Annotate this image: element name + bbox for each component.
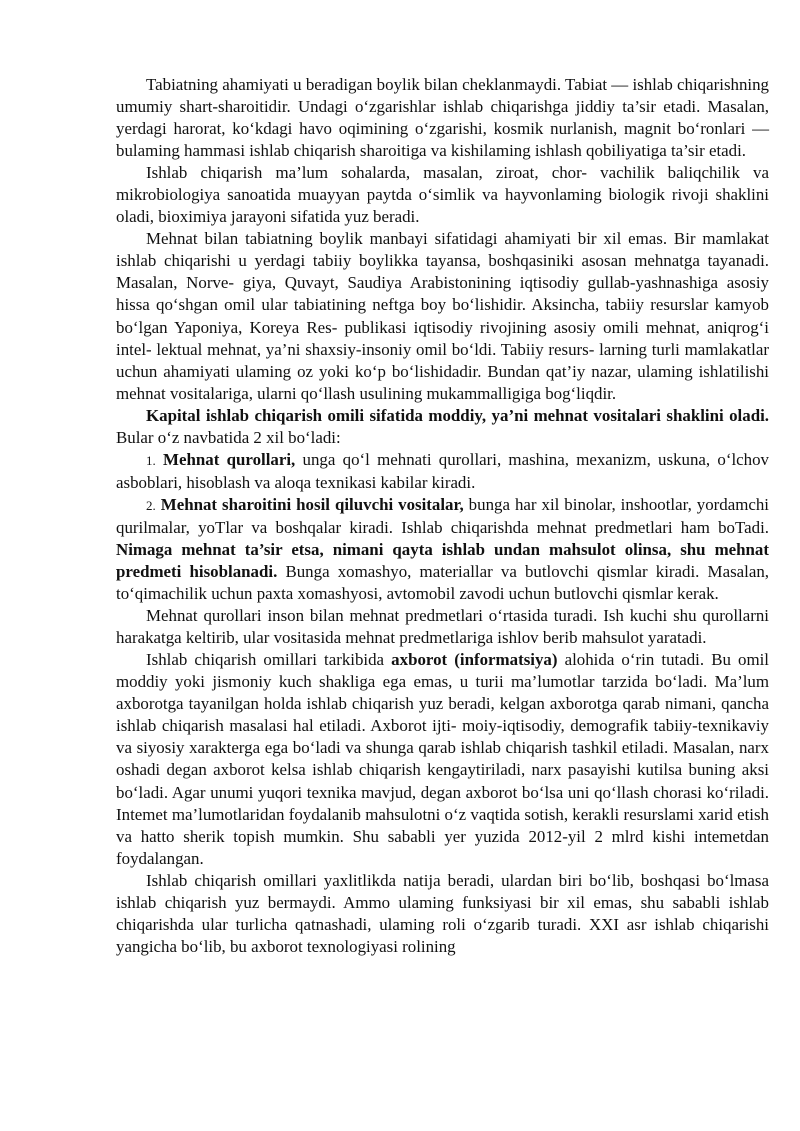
list-item-text: bunga har xil binolar, inshootlar, yordamchi qurilmalar, yoTlar va boshqalar kiradi. Ishlab chiqarishda mehnat predmetlari ham boTadi. [116, 494, 770, 537]
list-item-2 [116, 494, 769, 605]
list-number: 1. [146, 452, 156, 468]
paragraph-text: Bular o‘z navbatida 2 xil bo‘ladi: [116, 427, 341, 447]
paragraph-2 [116, 162, 769, 228]
list-item-text: unga qo‘l mehnati qurollari, mashina, mexanizm, uskuna, o‘lchov asboblari, hisoblash va aloqa texnikasi kabilar kiradi. [116, 449, 769, 492]
paragraph-8 [116, 649, 769, 869]
paragraph-7 [116, 605, 769, 649]
list-item-text-continued: Bunga xomashyo, materiallar va butlovchi qismlar kiradi. Masalan, to‘qimachilik uchun paxta xomashyosi, avtomobil zavodi uchun butlovchi qismlar kerak. [116, 562, 769, 604]
paragraph-4 [116, 405, 769, 449]
list-item-title: Mehnat qurollari, [163, 449, 296, 469]
paragraph-9 [116, 870, 769, 958]
paragraph-text: Ishlab chiqarish omillari tarkibida [146, 650, 392, 670]
paragraph-text-continued: alohida o‘rin tutadi. Bu omil moddiy yoki jismoniy kuch shakliga ega emas, u turii ma’lumotlar tarzida bo‘ladi. Ma’lum axborotga tayanilgan holda ishlab chiqarish yuz beradi, kelgan axborotga qarab nimani, qancha ishlab chiqarish masalasi hal etiladi. Axborot ijti- moiy-iqtisodiy, demografik tabiiy-texnikaviy va siyosiy xarakterga ega bo‘ladi va shunga qarab ishlab chiqarish tashkil etiladi. Masalan, narx oshadi degan axborot kelsa ishlab chiqarish kengaytiriladi, narx pasayishi kutilsa buning aksi bo‘ladi. Agar unumi yuqori texnika mavjud, degan axborot bo‘lsa uni qo‘llash chorasi ko‘riladi. Intemet ma’lumotlaridan foydalanib mahsulotni o‘z vaqtida sotish, kerakli resurslami xarid etish va hatto sherik topish mumkin. Shu sababli yer yuzida 2012-yil 2 mlrd kishi intemetdan foydalangan. [116, 650, 769, 868]
paragraph-1 [116, 74, 769, 162]
paragraph-text: Tabiatning ahamiyati u beradigan boylik bilan cheklanmaydi. Tabiat — ishlab chiqarishning umumiy shart-sharoitidir. Undagi o‘zgarishlar ishlab chiqarishga jiddiy ta’sir etadi. Masalan, yerdagi harorat, ko‘kdagi havo oqimining o‘zgarishi, kosmik nurlanish, magnit bo‘ronlari — bulaming hammasi ishlab chiqarish sharoitiga va kishilaming ishlash qobiliyatiga ta’sir etadi. [116, 75, 769, 161]
paragraph-text: Ishlab chiqarish omillari yaxlitlikda natija beradi, ulardan biri bo‘lib, boshqasi bo‘lmasa ishlab chiqarish yuz bermaydi. Ammo ulaming funksiyasi bir xil emas, shu sababli ishlab chiqarishda ular turlicha qatnashadi, ulaming roli o‘zgarib turadi. XXI asr ishlab chiqarishi yangicha bo‘lib, bu axborot texnologiyasi rolining [116, 870, 769, 956]
document-page [116, 74, 769, 958]
list-item-1 [116, 449, 769, 494]
list-item-title: Mehnat sharoitini hosil qiluvchi vositalar, [160, 494, 464, 514]
paragraph-bold-text: Kapital ishlab chiqarish omili sifatida moddiy, ya’ni mehnat vositalari shaklini oladi. [146, 405, 769, 425]
paragraph-text: Mehnat qurollari inson bilan mehnat predmetlari o‘rtasida turadi. Ish kuchi shu qurollarni harakatga keltirib, ular vositasida mehnat predmetlariga ishlov berib mahsulot yaratadi. [116, 606, 769, 648]
paragraph-text: Ishlab chiqarish ma’lum sohalarda, masalan, ziroat, chor- vachilik baliqchilik va mikrobiologiya sanoatida muayyan paytda o‘simlik va hayvonlaming biologik rivoji shaklini oladi, bioximiya jarayoni sifatida yuz beradi. [116, 163, 769, 227]
list-item-bold-definition: Nimaga mehnat ta’sir etsa, nimani qayta ishlab undan mahsulot olinsa, shu mehnat predmeti hisoblanadi. [116, 539, 769, 582]
paragraph-text: Mehnat bilan tabiatning boylik manbayi sifatidagi ahamiyati bir xil emas. Bir mamlakat ishlab chiqarishi u yerdagi tabiiy boylikka tayansa, boshqasiniki asosan mehnatga tayanadi. Masalan, Norve- giya, Quvayt, Saudiya Arabistonining iqtisodiy gullab-yashnashiga asosiy hissa qo‘shgan omil ular tabiatining neftga boy bo‘lishidir. Aksincha, tabiiy resurslar kamyob bo‘lgan Yaponiya, Koreya Res- publikasi iqtisodiy rivojining asosiy omili mehnat, aniqrog‘i intel- lektual mehnat, ya’ni shaxsiy-insoniy omil bo‘ldi. Tabiiy resurs- larning turli mamlakatlar uchun ahamiyati ulaming oz yoki ko‘p bo‘lishidadir. Bundan qat’iy nazar, ulaming ishlatilishi mehnat vositalariga, ularni qo‘llash usulining mukammalligiga bog‘liqdir. [116, 229, 769, 403]
list-number: 2. [146, 497, 156, 513]
paragraph-3 [116, 228, 769, 404]
paragraph-bold-text: axborot (informatsiya) [391, 650, 558, 670]
